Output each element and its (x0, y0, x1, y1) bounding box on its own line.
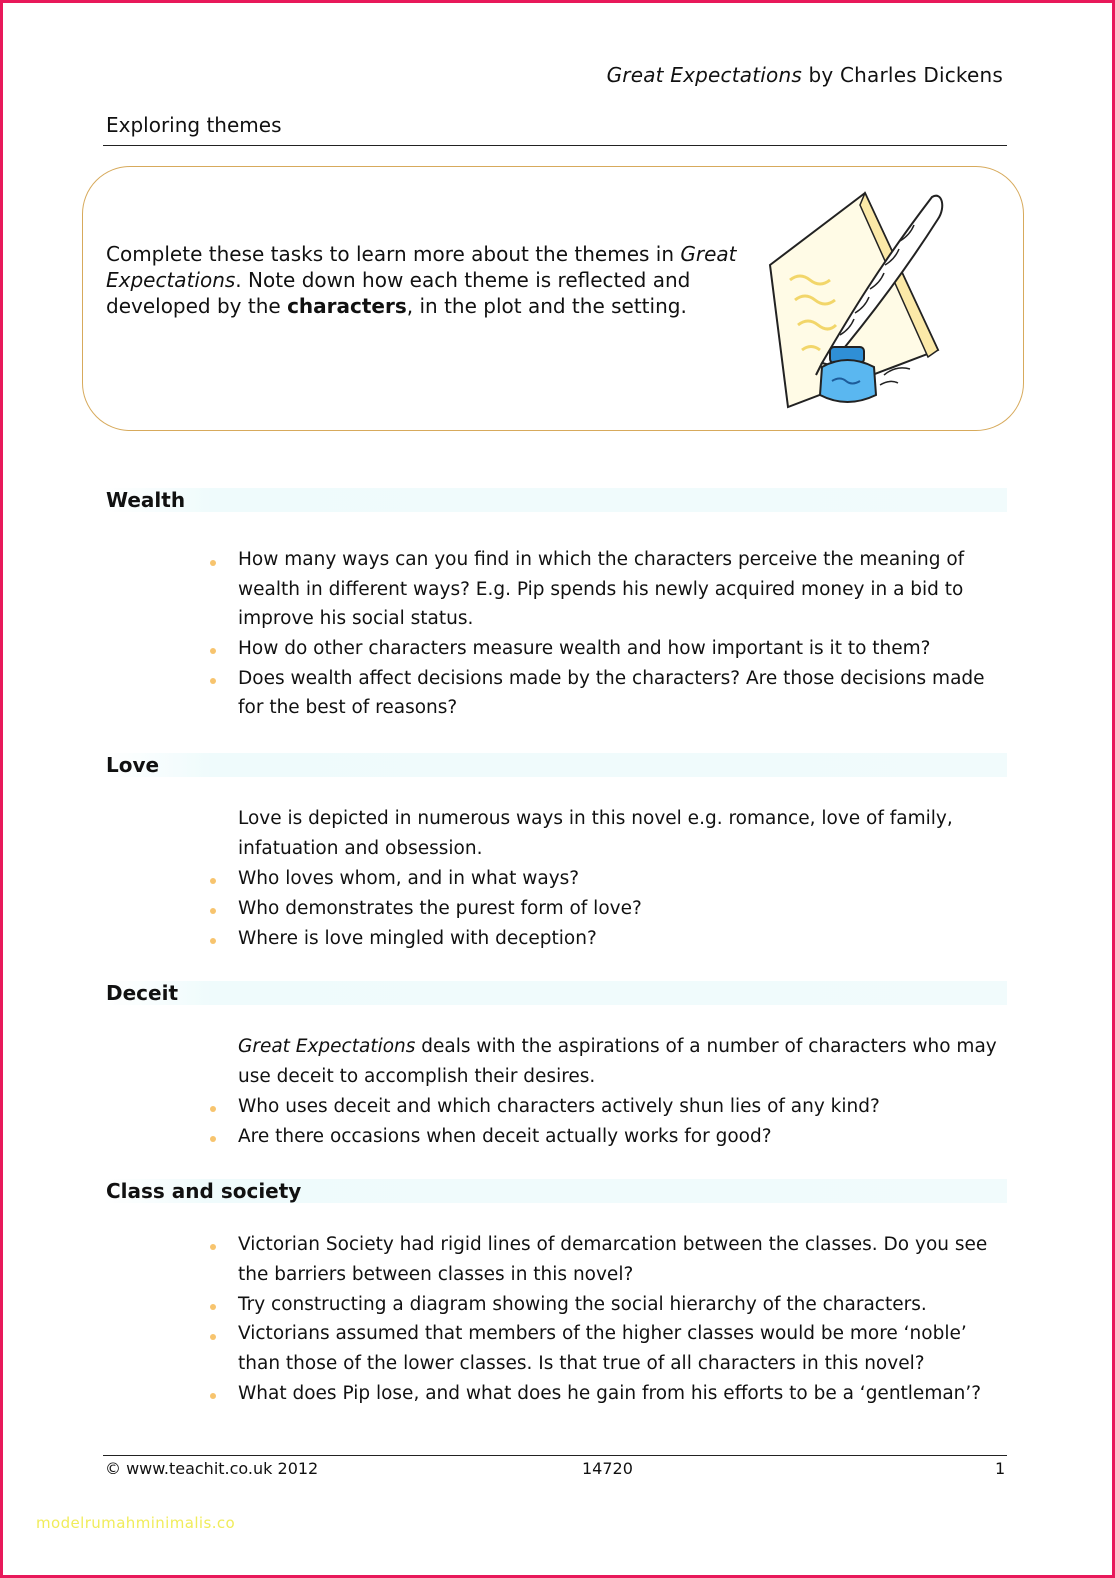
bullet-icon (210, 1106, 216, 1112)
book-title: Great Expectations (606, 63, 802, 87)
bullet-icon (210, 1244, 216, 1250)
love-bullet-3: Where is love mingled with deception? (238, 928, 597, 949)
wealth-bullet-3-line-1: Does wealth affect decisions made by the characters? Are those decisions made (238, 668, 985, 689)
quill-and-inkwell-icon (760, 185, 945, 410)
deceit-intro-line-1: Great Expectations deals with the aspirations of a number of characters who may (238, 1036, 997, 1057)
bullet-icon (210, 1393, 216, 1399)
header-divider (103, 145, 1007, 146)
love-bullet-2: Who demonstrates the purest form of love? (238, 898, 642, 919)
footer-copyright: © www.teachit.co.uk 2012 (105, 1459, 319, 1478)
class-bullet-1-line-2: the barriers between classes in this novel? (238, 1264, 634, 1285)
class-bullet-2-line-1: Try constructing a diagram showing the social hierarchy of the characters. (238, 1294, 927, 1315)
bullet-icon (210, 1304, 216, 1310)
footer-page-number: 1 (995, 1459, 1006, 1478)
class-bullet-3-line-1: Victorians assumed that members of the higher classes would be more ‘noble’ (238, 1323, 967, 1344)
author-credit: by Charles Dickens (801, 63, 1003, 87)
intro-book-title: Great Expectations (106, 242, 737, 292)
footer-resource-code: 14720 (582, 1459, 633, 1478)
deceit-bullet-2: Are there occasions when deceit actually works for good? (238, 1126, 772, 1147)
deceit-intro-line-2: use deceit to accomplish their desires. (238, 1066, 596, 1087)
wealth-bullet-1-line-1: How many ways can you find in which the characters perceive the meaning of (238, 549, 965, 570)
wealth-bullet-3-line-2: for the best of reasons? (238, 697, 458, 718)
love-bullet-1: Who loves whom, and in what ways? (238, 868, 580, 889)
heading-love: Love (103, 753, 1007, 777)
bullet-icon (210, 560, 216, 566)
bullet-icon (210, 648, 216, 654)
intro-bold-word: characters (287, 294, 407, 318)
class-bullet-3-line-2: than those of the lower classes. Is that true of all characters in this novel? (238, 1353, 925, 1374)
wealth-bullet-1-line-3: improve his social status. (238, 608, 474, 629)
bullet-icon (210, 938, 216, 944)
heading-deceit: Deceit (103, 981, 1007, 1005)
love-intro-line-2: infatuation and obsession. (238, 838, 483, 859)
watermark-text: modelrumahminimalis.co (36, 1514, 236, 1532)
section-label: Exploring themes (106, 113, 282, 137)
class-bullet-4-line-1: What does Pip lose, and what does he gain from his efforts to be a ‘gentleman’? (238, 1383, 982, 1404)
deceit-book-title: Great Expectations (238, 1036, 416, 1057)
bullet-icon (210, 1136, 216, 1142)
intro-text: Complete these tasks to learn more about the themes in Great Expectations. Note down how each theme is reflected and developed by the characters, in the plot and the setting. (106, 242, 737, 318)
wealth-bullet-1-line-2: wealth in different ways? E.g. Pip spends his newly acquired money in a bid to (238, 579, 964, 600)
footer-divider (103, 1455, 1007, 1456)
love-intro-line-1: Love is depicted in numerous ways in this novel e.g. romance, love of family, (238, 808, 953, 829)
bullet-icon (210, 908, 216, 914)
class-bullet-1-line-1: Victorian Society had rigid lines of demarcation between the classes. Do you see (238, 1234, 988, 1255)
bullet-icon (210, 1334, 216, 1340)
document-title (607, 63, 1003, 87)
deceit-bullet-1: Who uses deceit and which characters actively shun lies of any kind? (238, 1096, 880, 1117)
heading-class-and-society: Class and society (103, 1179, 1007, 1203)
bullet-icon (210, 678, 216, 684)
wealth-bullet-2-line-1: How do other characters measure wealth and how important is it to them? (238, 638, 931, 659)
heading-wealth: Wealth (103, 488, 1007, 512)
bullet-icon (210, 878, 216, 884)
